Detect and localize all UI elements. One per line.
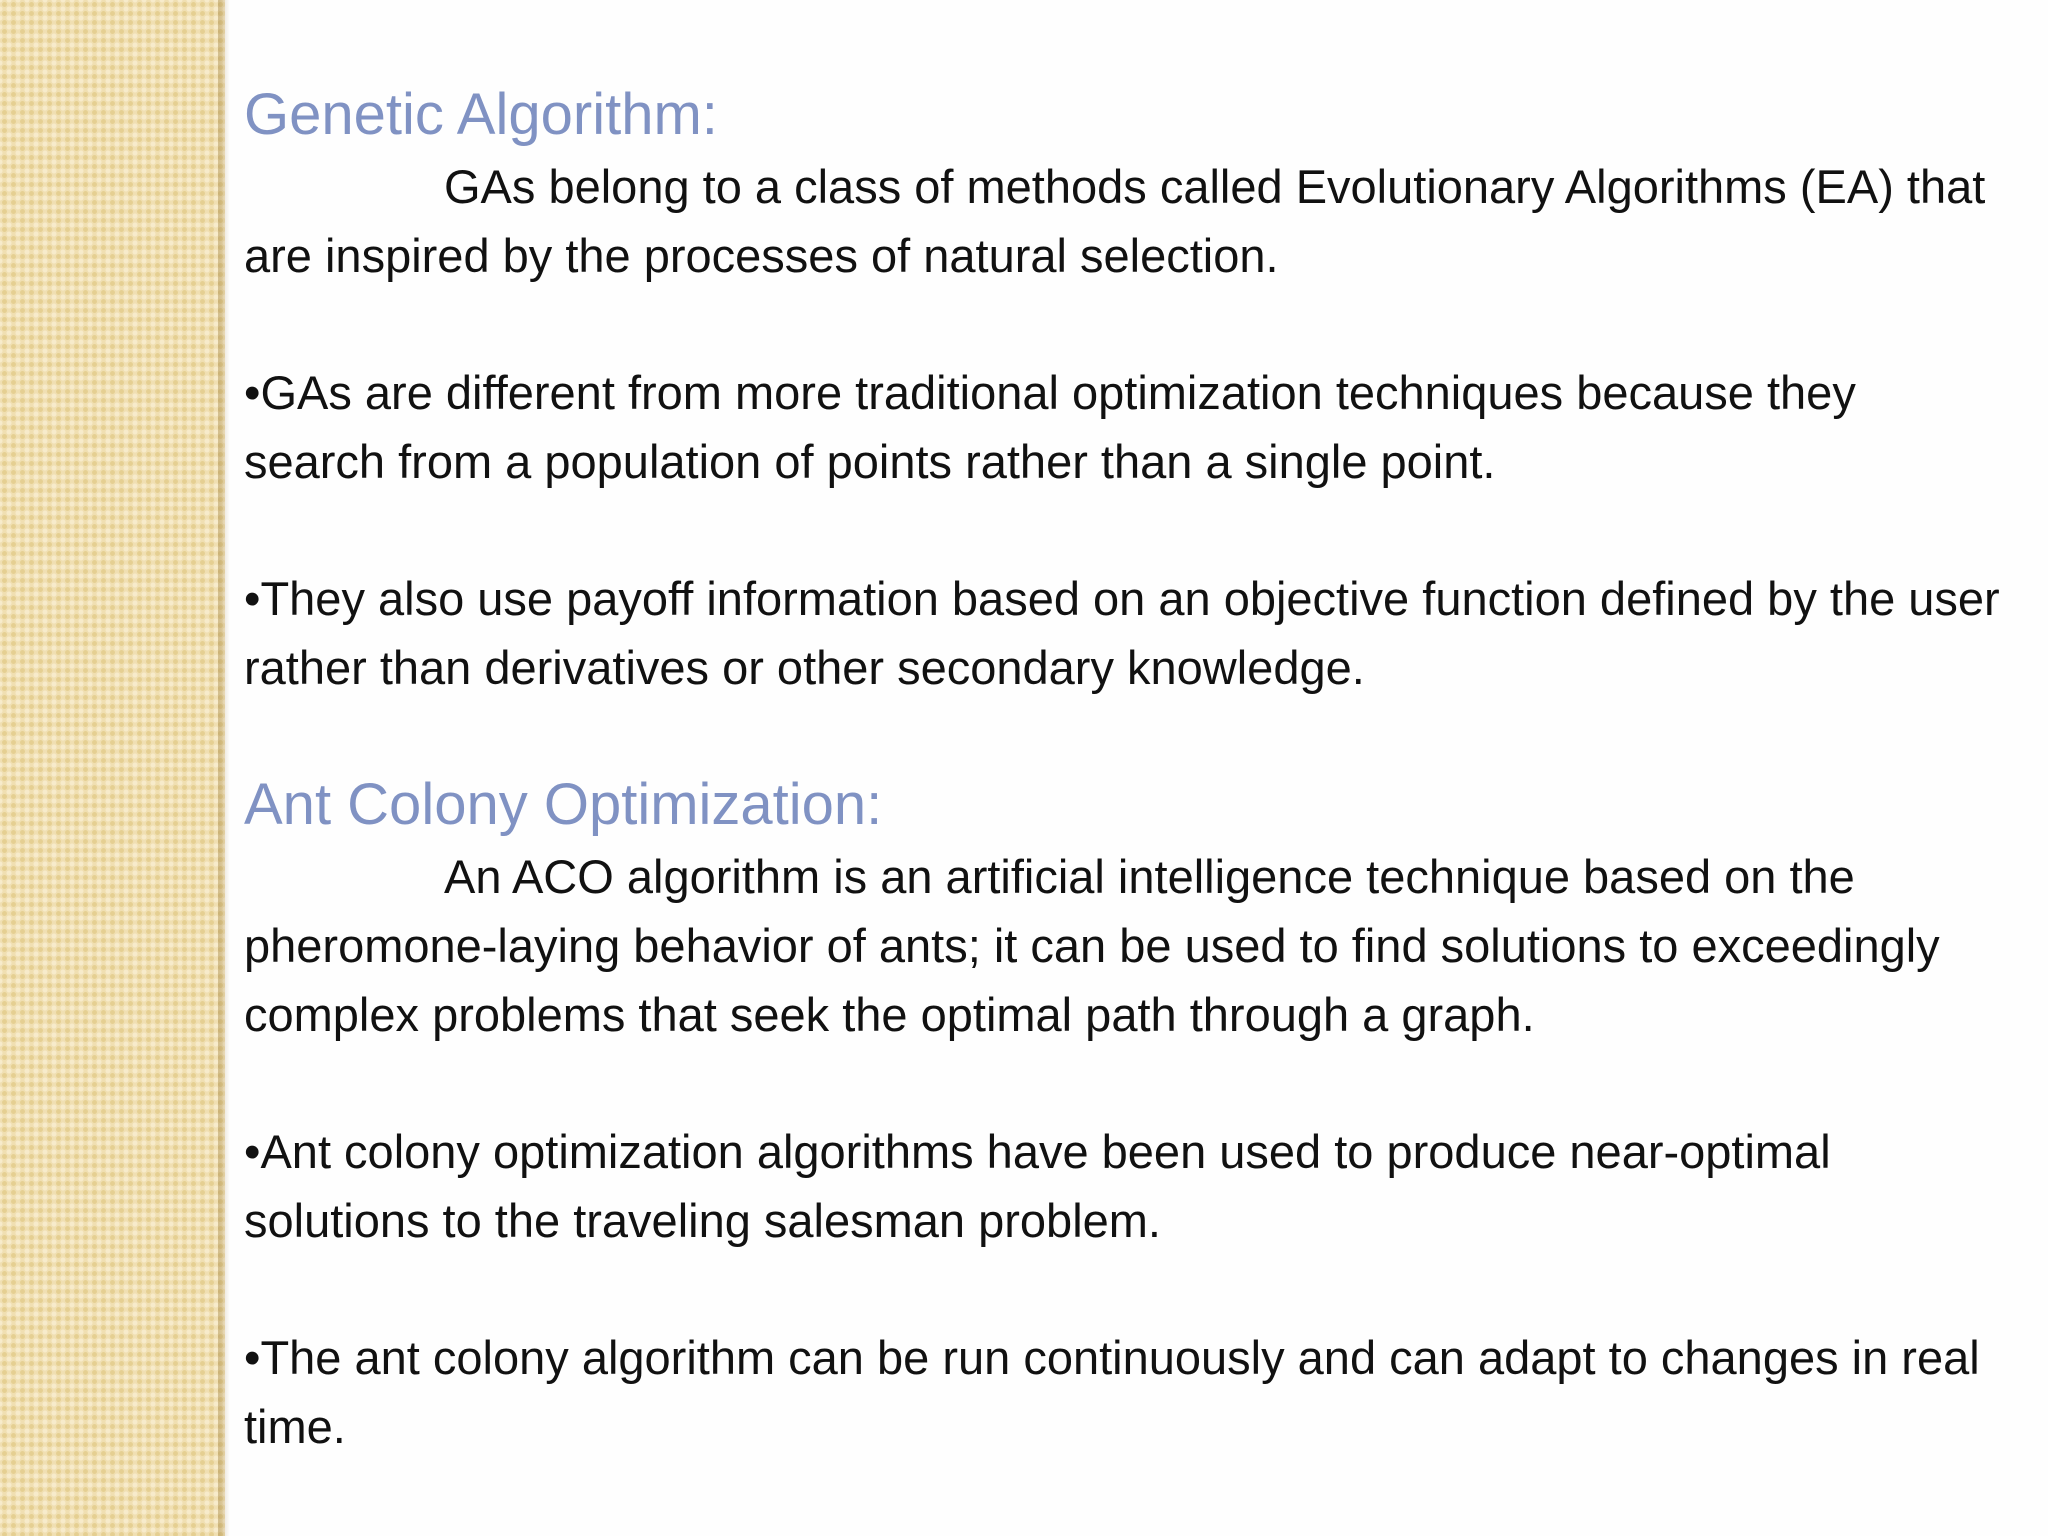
genetic-algorithm-intro: GAs belong to a class of methods called Evolutionary Algorithms (EA) that are inspired by the processes of natural selection. — [244, 160, 1986, 282]
ant-colony-heading: Ant Colony Optimization: — [244, 772, 883, 837]
ant-colony-bullet-1: •Ant colony optimization algorithms have been used to produce near-optimal solutions to the traveling salesman problem. — [244, 1125, 1831, 1247]
genetic-algorithm-heading: Genetic Algorithm: — [244, 82, 718, 147]
spacer — [244, 496, 2004, 564]
decorative-side-strip — [0, 0, 225, 1536]
spacer — [244, 290, 2004, 358]
ant-colony-intro: An ACO algorithm is an artificial intelligence technique based on the pheromone-laying behavior of ants; it can be used to find solutions to exceedingly complex problems that seek the optimal path through a graph. — [244, 850, 1940, 1041]
slide-content — [244, 78, 2004, 1461]
spacer — [244, 702, 2004, 768]
genetic-algorithm-bullet-2: •They also use payoff information based on an objective function defined by the user rather than derivatives or other secondary knowledge. — [244, 572, 2000, 694]
slide-page — [230, 0, 2048, 1536]
side-strip-shadow — [218, 0, 230, 1536]
spacer — [244, 1255, 2004, 1323]
ant-colony-bullet-2: •The ant colony algorithm can be run continuously and can adapt to changes in real time. — [244, 1331, 1980, 1453]
spacer — [244, 1049, 2004, 1117]
genetic-algorithm-bullet-1: •GAs are different from more traditional optimization techniques because they search from a population of points rather than a single point. — [244, 366, 1856, 488]
